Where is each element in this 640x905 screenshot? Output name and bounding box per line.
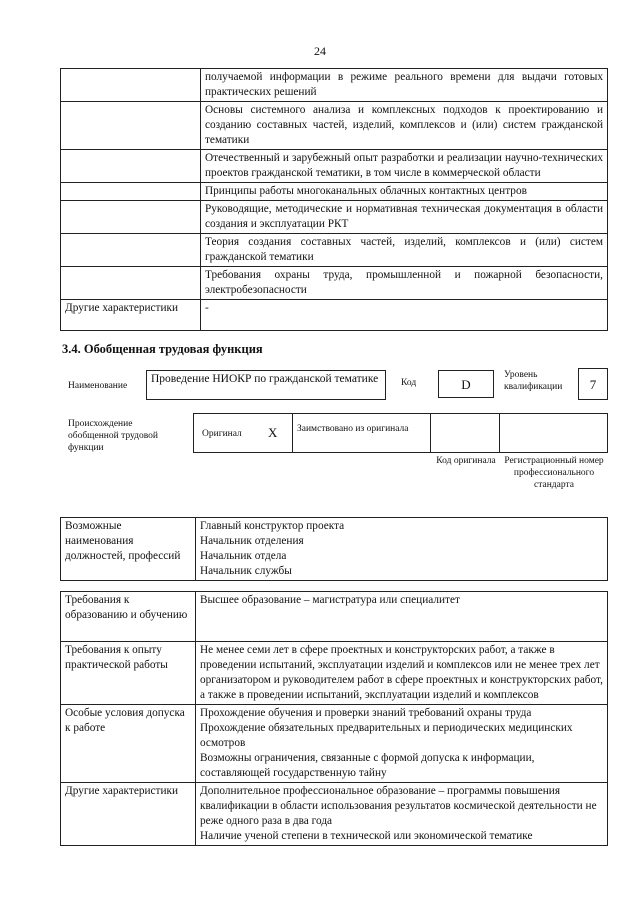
table-row: [61, 267, 608, 300]
row-label: Другие характеристики: [61, 783, 196, 846]
list-item: Наличие ученой степени в технической или экономической тематике: [200, 830, 533, 842]
row-text: получаемой информации в режиме реального времени для выдачи готовых практических решений: [201, 69, 608, 102]
code-label: Код: [401, 378, 417, 388]
table-row: [61, 300, 608, 331]
table-row: [61, 705, 608, 783]
row-label: [61, 234, 201, 267]
level-value: 7: [578, 368, 608, 400]
code-original-caption: Код оригинала: [436, 456, 496, 466]
list-item: Прохождение обучения и проверки знаний требований охраны труда: [200, 707, 532, 719]
origin-label: Происхождение обобщенной трудовой функции: [68, 419, 158, 453]
original-cell: [193, 413, 293, 453]
name-label: Наименование: [68, 381, 128, 391]
original-mark: X: [268, 425, 278, 440]
row-label: [61, 102, 201, 150]
list-item: Начальник службы: [200, 565, 292, 577]
row-text: Принципы работы многоканальных облачных контактных центров: [201, 183, 608, 201]
knowledge-table: [60, 68, 608, 331]
table-row: [61, 183, 608, 201]
row-text: [196, 642, 608, 705]
row-text: [196, 705, 608, 783]
code-value: D: [438, 370, 494, 398]
requirements-table: [60, 591, 608, 846]
list-item: Не менее семи лет в сфере проектных и конструкторских работ, а также в проведении испытаний, эксплуатации изделий и комплексов или не менее трех лет организатором и руководителем работ в сфере проектных и конструкторских работ, а также в проведении испытаний, эксплуатации изделий и комплексов: [200, 644, 603, 701]
row-label: Требования к опыту практической работы: [61, 642, 196, 705]
table-row: [61, 201, 608, 234]
row-text: Руководящие, методические и нормативная техническая документация в области создания и эксплуатации РКТ: [201, 201, 608, 234]
positions-list: [196, 518, 608, 581]
list-item: Дополнительное профессиональное образование – программы повышения квалификации в области использования результатов космической деятельности не реже одного раза в два года: [200, 785, 597, 827]
table-row: [61, 69, 608, 102]
borrowed-cell: [292, 413, 431, 453]
row-label: [61, 267, 201, 300]
positions-label: Возможные наименования должностей, профессий: [61, 518, 196, 581]
row-label: [61, 201, 201, 234]
table-row: [61, 102, 608, 150]
row-text: Отечественный и зарубежный опыт разработки и реализации научно-технических проектов гражданской тематики, в том числе в коммерческой области: [201, 150, 608, 183]
row-text: Теория создания составных частей, изделий, комплексов и (или) систем гражданской тематики: [201, 234, 608, 267]
table-row: [61, 234, 608, 267]
row-text: Основы системного анализа и комплексных подходов к проектированию и созданию составных частей, изделий, комплексов и (или) систем гражданской тематики: [201, 102, 608, 150]
table-row: [61, 518, 608, 581]
page-number: 24: [314, 44, 326, 58]
code-original-cell: [430, 413, 500, 453]
list-item: Высшее образование – магистратура или специалитет: [200, 594, 460, 606]
reg-number-cell: [499, 413, 608, 453]
list-item: Прохождение обязательных предварительных и периодических медицинских осмотров: [200, 722, 573, 749]
reg-number-caption: Регистрационный номер профессионального стандарта: [504, 456, 604, 490]
original-label: Оригинал: [202, 429, 242, 439]
row-label: [61, 150, 201, 183]
level-label: Уровень квалификации: [504, 370, 563, 392]
table-row: [61, 150, 608, 183]
row-label: Особые условия допуска к работе: [61, 705, 196, 783]
list-item: Начальник отделения: [200, 535, 304, 547]
row-label: [61, 69, 201, 102]
row-text: [196, 592, 608, 642]
name-value: Проведение НИОКР по гражданской тематике: [146, 370, 386, 400]
list-item: Начальник отдела: [200, 550, 287, 562]
table-row: [61, 783, 608, 846]
borrowed-label: Заимствовано из оригинала: [297, 424, 409, 434]
row-text: -: [201, 300, 608, 331]
section-heading: 3.4. Обобщенная трудовая функция: [62, 342, 263, 356]
table-row: [61, 592, 608, 642]
row-label: Требования к образованию и обучению: [61, 592, 196, 642]
list-item: Возможны ограничения, связанные с формой допуска к информации, составляющей государственную тайну: [200, 752, 535, 779]
table-row: [61, 642, 608, 705]
row-label: Другие характеристики: [61, 300, 201, 331]
positions-table: [60, 517, 608, 581]
row-text: [196, 783, 608, 846]
row-label: [61, 183, 201, 201]
list-item: Главный конструктор проекта: [200, 520, 345, 532]
row-text: Требования охраны труда, промышленной и пожарной безопасности, электробезопасности: [201, 267, 608, 300]
